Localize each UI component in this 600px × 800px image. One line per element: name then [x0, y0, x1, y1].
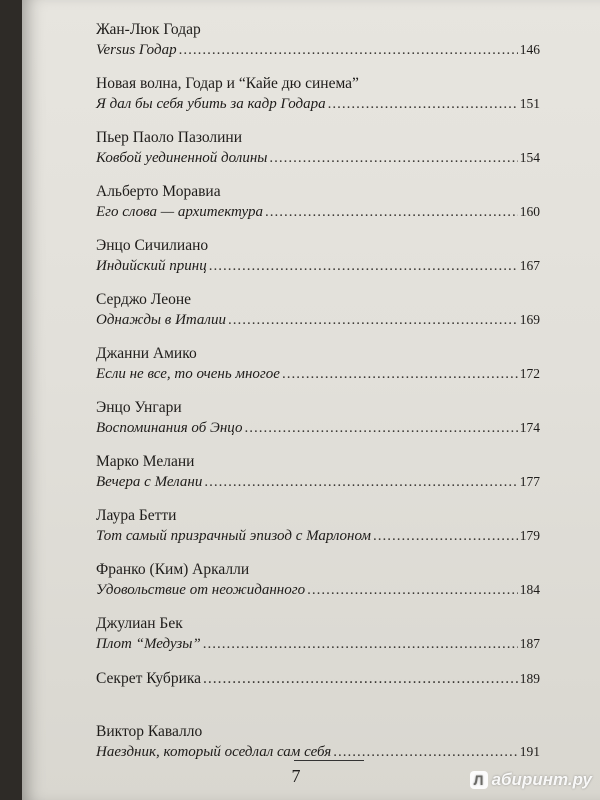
- leader-dots: [269, 150, 517, 167]
- toc-author: Виктор Кавалло: [96, 723, 203, 740]
- table-of-contents: [96, 14, 540, 770]
- toc-entry: [96, 554, 540, 608]
- toc-author: Серджо Леоне: [96, 291, 191, 308]
- leader-dots: [373, 528, 518, 545]
- toc-page: 169: [519, 312, 540, 327]
- toc-row: [96, 42, 540, 59]
- toc-author: Марко Мелани: [96, 453, 195, 470]
- toc-page: 179: [519, 528, 540, 543]
- toc-entry: [96, 14, 540, 68]
- toc-page: 174: [519, 420, 540, 435]
- toc-page: 167: [519, 258, 540, 273]
- toc-entry: [96, 608, 540, 662]
- toc-page: 191: [519, 744, 540, 759]
- leader-dots: [228, 312, 518, 329]
- toc-title: Плот “Медузы”: [96, 636, 201, 652]
- toc-row: [96, 582, 540, 599]
- leader-dots: [209, 258, 518, 275]
- toc-page: 189: [519, 671, 540, 686]
- toc-author: Джанни Амико: [96, 345, 197, 362]
- toc-title: Индийский принц: [96, 258, 207, 274]
- toc-entry: [96, 500, 540, 554]
- toc-author: Джулиан Бек: [96, 615, 183, 632]
- leader-dots: [203, 636, 518, 653]
- toc-row: [96, 150, 540, 167]
- leader-dots: [333, 744, 518, 761]
- toc-page: 172: [519, 366, 540, 381]
- toc-row: [96, 312, 540, 329]
- toc-entry: [96, 446, 540, 500]
- leader-dots: [244, 420, 517, 437]
- page-number: 7: [291, 766, 301, 786]
- toc-entry-single: [96, 662, 540, 716]
- toc-row: [96, 420, 540, 437]
- toc-row: [96, 204, 540, 221]
- toc-row: [96, 258, 540, 275]
- toc-entry: [96, 338, 540, 392]
- toc-entry: [96, 284, 540, 338]
- leader-dots: [179, 42, 518, 59]
- toc-page: 177: [519, 474, 540, 489]
- toc-title: Удовольствие от неожиданного: [96, 582, 306, 598]
- toc-entry: [96, 176, 540, 230]
- toc-title: Если не все, то очень многое: [96, 366, 280, 382]
- toc-author: Энцо Унгари: [96, 399, 182, 416]
- watermark-text: абиринт.ру: [491, 770, 592, 789]
- toc-entry: [96, 716, 540, 770]
- toc-title: Воспоминания об Энцо: [96, 420, 243, 436]
- labirint-logo-icon: Л: [470, 771, 488, 789]
- toc-page: 184: [519, 582, 540, 597]
- toc-author: Лаура Бетти: [96, 507, 177, 524]
- toc-author: Альберто Моравиа: [96, 183, 221, 200]
- toc-title: Тот самый призрачный эпизод с Марлоном: [96, 528, 371, 544]
- toc-row: [96, 528, 540, 545]
- toc-author: Энцо Сичилиано: [96, 237, 209, 254]
- toc-author: Франко (Ким) Аркалли: [96, 561, 250, 578]
- toc-author: Жан-Люк Годар: [96, 21, 201, 38]
- toc-title: Я дал бы себя убить за кадр Годара: [96, 96, 326, 112]
- toc-title: Versus Годар: [96, 42, 177, 58]
- watermark: [470, 770, 592, 790]
- toc-author: Новая волна, Годар и “Кайе дю синема”: [96, 75, 359, 92]
- toc-row: [96, 670, 540, 688]
- toc-entry: [96, 122, 540, 176]
- leader-dots: [328, 96, 518, 113]
- toc-row: [96, 366, 540, 383]
- toc-author: Пьер Паоло Пазолини: [96, 129, 243, 146]
- toc-page: 154: [519, 150, 540, 165]
- toc-title: Секрет Кубрика: [96, 670, 202, 687]
- toc-page: 151: [519, 96, 540, 111]
- toc-title: Его слова — архитектура: [96, 204, 263, 220]
- toc-row: [96, 96, 540, 113]
- toc-row: [96, 474, 540, 491]
- toc-title: Вечера с Мелани: [96, 474, 203, 490]
- toc-entry: [96, 68, 540, 122]
- toc-page: 160: [519, 204, 540, 219]
- toc-title: Ковбой уединенной долины: [96, 150, 268, 166]
- toc-title: Однажды в Италии: [96, 312, 226, 328]
- leader-dots: [265, 204, 518, 221]
- footer-rule: [294, 760, 364, 761]
- leader-dots: [282, 366, 518, 383]
- toc-row: [96, 744, 540, 761]
- leader-dots: [203, 670, 518, 688]
- leader-dots: [307, 582, 518, 599]
- toc-entry: [96, 392, 540, 446]
- toc-entry: [96, 230, 540, 284]
- leader-dots: [204, 474, 517, 491]
- toc-page: 146: [519, 42, 540, 57]
- toc-title: Наездник, который оседлал сам себя: [96, 744, 332, 760]
- book-page: [22, 0, 600, 800]
- toc-page: 187: [519, 636, 540, 651]
- toc-row: [96, 636, 540, 653]
